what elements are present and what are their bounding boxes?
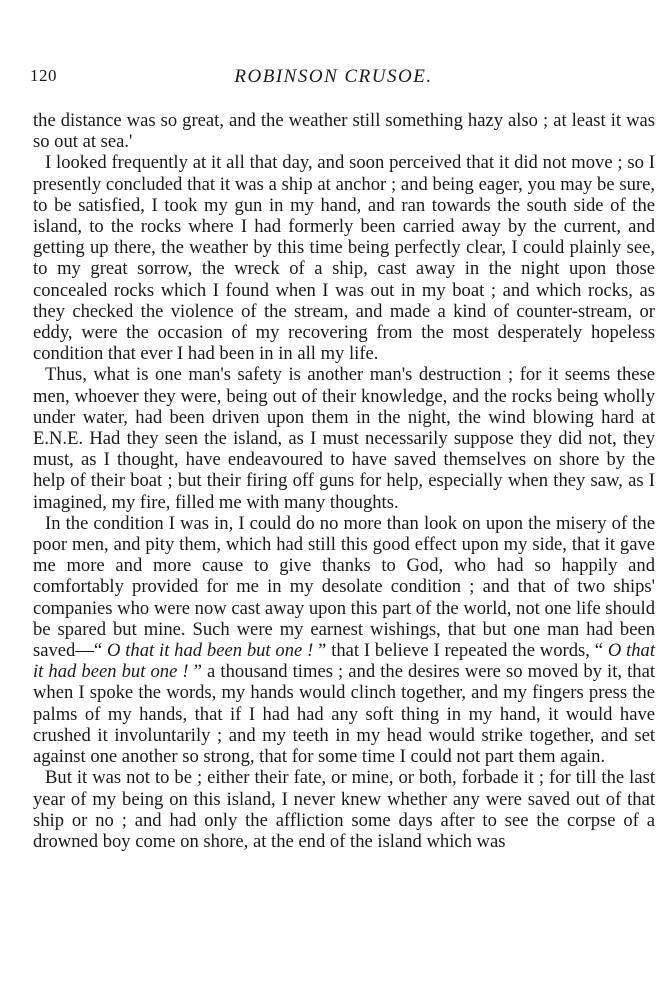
paragraph	[33, 513, 655, 767]
italic-quote: O that it had been but one !	[107, 640, 314, 662]
paragraph: But it was not to be ; either their fate, or mine, or both, forbade it ; for till the last year of my being on this island, I never knew whether any were saved out of that ship or no ; and had only the affliction some days after to see the corpse of a drowned boy come on shore, at the end of the island which was	[33, 767, 655, 852]
paragraph-text: ” that I believe I repeated the words, “	[313, 640, 608, 662]
running-title: ROBINSON CRUSOE.	[234, 66, 433, 87]
italic-quote: O that it had been but one !	[33, 640, 655, 683]
page-number: 120	[30, 66, 57, 85]
paragraph-text: ” a thousand times ; and the desires were so moved by it, that when I spoke the words, my hands would clinch together, and my fingers press the palms of my hands, that if I had had any soft thing in my hand, it would have crushed it involuntarily ; and my teeth in my head would strike together, and set against one another so strong, that for some time I could not part them again.	[33, 661, 655, 768]
page-header	[0, 66, 667, 92]
paragraph: I looked frequently at it all that day, and soon perceived that it did not move ; so I presently concluded that it was a ship at anchor ; and being eager, you may be sure, to be satisfied, I took my gun in my hand, and ran towards the south side of the island, to the rocks where I had formerly been carried away by the current, and getting up there, the weather by this time being perfectly clear, I could plainly see, to my great sorrow, the wreck of a ship, cast away in the night upon those concealed rocks which I found when I was out in my boat ; and which rocks, as they checked the violence of the stream, and made a kind of counter-stream, or eddy, were the occasion of my recovering from the most desperately hopeless condition that ever I had been in in all my life.	[33, 152, 655, 365]
paragraph-text: In the condition I was in, I could do no more than look on upon the misery of the poor men, and pity them, which had still this good effect upon my side, that it gave me more and more cause to give thanks to God, who had so happily and comfortably provided for me in my desolate condition ; and that of two ships' companies who were now cast away upon this part of the world, not one life should be spared but mine. Such were my earnest wishings, that but one man had been saved—“	[33, 512, 655, 662]
paragraph-continuation: the distance was so great, and the weather still something hazy also ; at least it was so out at sea.'	[33, 110, 655, 153]
paragraph: Thus, what is one man's safety is another man's destruction ; for it seems these men, whoever they were, being out of their knowledge, and the rocks being wholly under water, had been driven upon them in the night, the wind blowing hard at E.N.E. Had they seen the island, as I must necessarily suppose they did not, they must, as I thought, have endeavoured to have saved themselves on shore by the help of their boat ; but their firing off guns for help, especially when they saw, as I imagined, my fire, filled me with many thoughts.	[33, 364, 655, 513]
body-text	[33, 110, 655, 852]
